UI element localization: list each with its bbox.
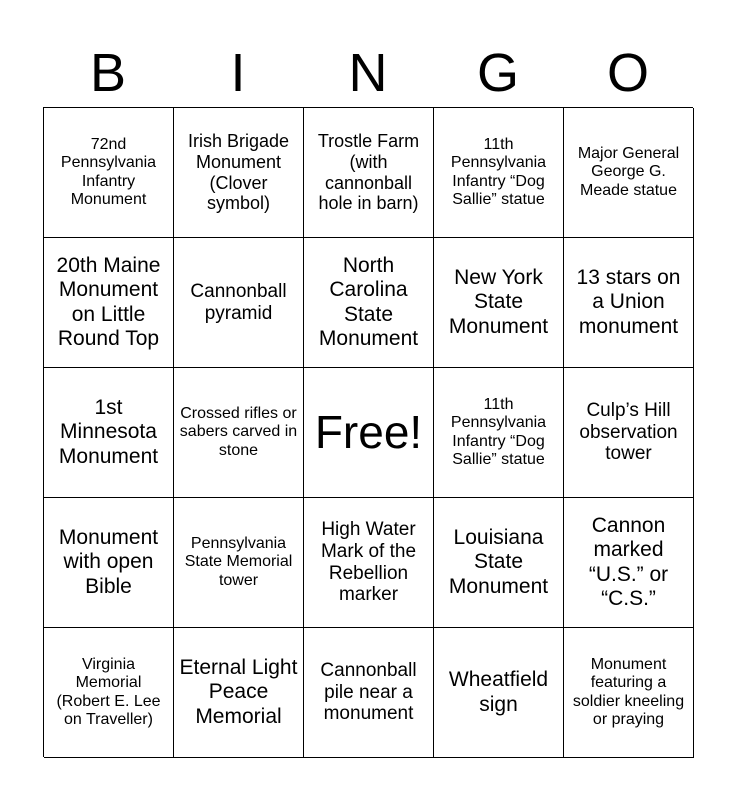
bingo-cell-r4c4[interactable]	[434, 498, 564, 628]
bingo-cell-r3c2[interactable]	[174, 368, 304, 498]
cell-label: Monument featuring a soldier kneeling or praying	[572, 655, 685, 728]
bingo-cell-r4c3[interactable]	[304, 498, 434, 628]
cell-label: Irish Brigade Monument (Clover symbol)	[187, 131, 290, 214]
cell-label: 13 stars on a Union monument	[576, 266, 681, 338]
bingo-cell-r4c5[interactable]	[564, 498, 694, 628]
cell-label: 1st Minnesota Monument	[58, 396, 159, 468]
cell-label: 11th Pennsylvania Infantry “Dog Sallie” statue	[450, 395, 547, 468]
bingo-cell-r3c1[interactable]	[44, 368, 174, 498]
cell-label: Cannonball pyramid	[190, 280, 287, 324]
cell-label: Monument with open Bible	[58, 526, 159, 598]
cell-label: 20th Maine Monument on Little Round Top	[56, 254, 161, 350]
cell-label: New York State Monument	[448, 266, 549, 338]
cell-label: Virginia Memorial (Robert E. Lee on Traveller)	[56, 655, 161, 728]
title-letter-i: I	[230, 43, 246, 103]
title-letter-n: N	[348, 43, 388, 103]
bingo-cell-r5c3[interactable]	[304, 628, 434, 758]
bingo-cell-r4c2[interactable]	[174, 498, 304, 628]
bingo-cell-r2c5[interactable]	[564, 238, 694, 368]
bingo-cell-free[interactable]	[304, 368, 434, 498]
bingo-cell-r3c5[interactable]	[564, 368, 694, 498]
cell-label: High Water Mark of the Rebellion marker	[320, 518, 417, 606]
cell-label: Wheatfield sign	[448, 668, 549, 716]
cell-label: Crossed rifles or sabers carved in stone	[179, 404, 298, 459]
bingo-cell-r2c3[interactable]	[304, 238, 434, 368]
bingo-cell-r5c2[interactable]	[174, 628, 304, 758]
cell-label: Culp’s Hill observation tower	[579, 399, 678, 465]
title-letter-o: O	[606, 43, 649, 103]
bingo-cell-r1c3[interactable]	[304, 108, 434, 238]
bingo-card	[43, 107, 693, 757]
bingo-cell-r2c2[interactable]	[174, 238, 304, 368]
bingo-title	[43, 38, 693, 108]
cell-label: Louisiana State Monument	[448, 526, 549, 598]
bingo-cell-r1c5[interactable]	[564, 108, 694, 238]
bingo-cell-r1c4[interactable]	[434, 108, 564, 238]
bingo-cell-r1c2[interactable]	[174, 108, 304, 238]
bingo-cell-r5c4[interactable]	[434, 628, 564, 758]
title-letter-b: B	[89, 43, 127, 103]
bingo-cell-r3c4[interactable]	[434, 368, 564, 498]
cell-label: Major General George G. Meade statue	[577, 144, 680, 199]
cell-label: Cannon marked “U.S.” or “C.S.”	[588, 514, 669, 610]
bingo-cell-r1c1[interactable]	[44, 108, 174, 238]
bingo-cell-r4c1[interactable]	[44, 498, 174, 628]
bingo-cell-r5c5[interactable]	[564, 628, 694, 758]
bingo-cell-r5c1[interactable]	[44, 628, 174, 758]
free-space-label: Free!	[314, 406, 423, 459]
bingo-cell-r2c4[interactable]	[434, 238, 564, 368]
title-letter-g: G	[476, 43, 519, 103]
cell-label: 72nd Pennsylvania Infantry Monument	[60, 135, 157, 208]
cell-label: 11th Pennsylvania Infantry “Dog Sallie” statue	[450, 135, 547, 208]
cell-label: Cannonball pile near a monument	[320, 659, 417, 725]
cell-label: Pennsylvania State Memorial tower	[184, 534, 293, 589]
cell-label: Eternal Light Peace Memorial	[179, 656, 298, 728]
cell-label: Trostle Farm (with cannonball hole in barn)	[317, 131, 420, 214]
cell-label: North Carolina State Monument	[318, 254, 419, 350]
bingo-cell-r2c1[interactable]	[44, 238, 174, 368]
